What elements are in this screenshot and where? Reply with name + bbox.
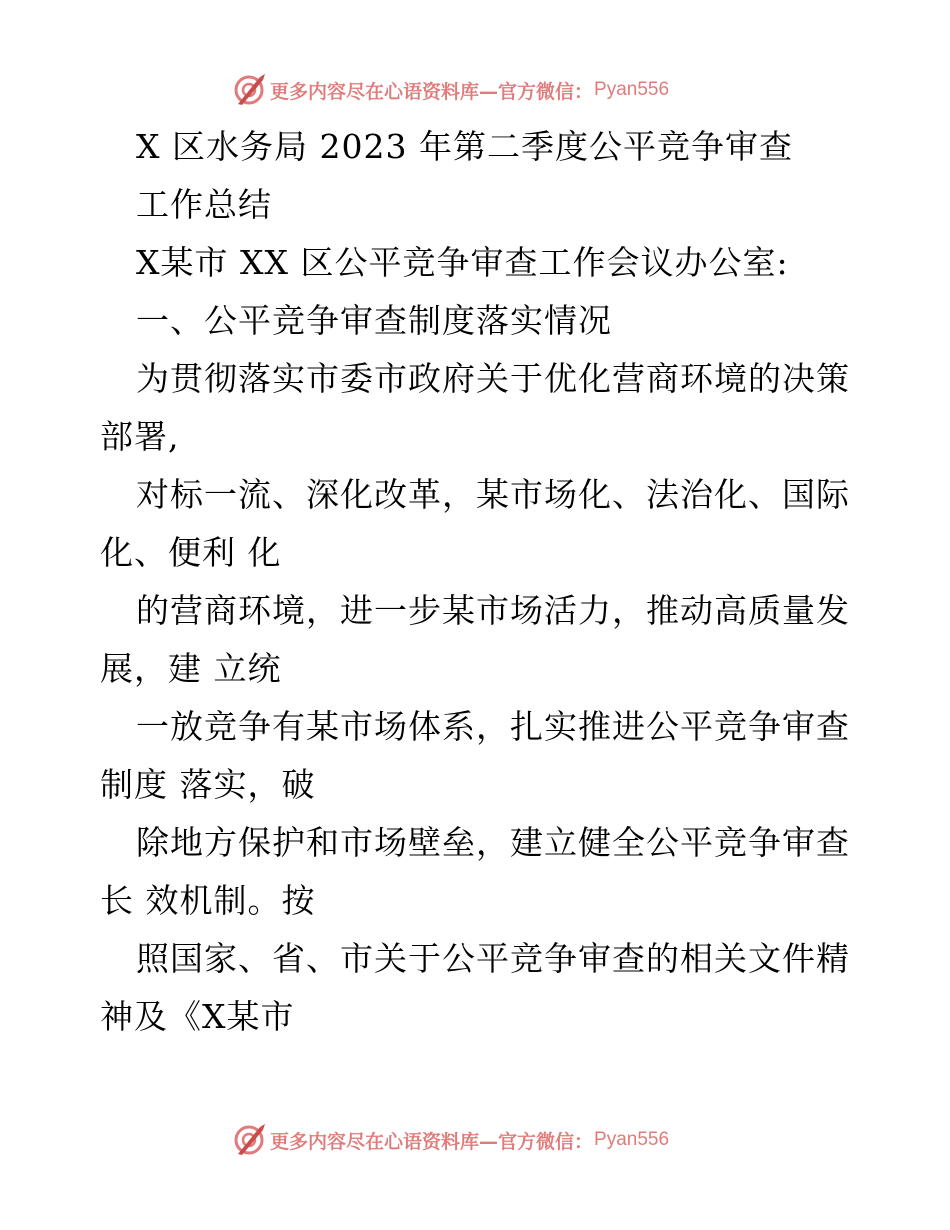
watermark-wechat-id: Pyan556 xyxy=(594,79,670,100)
paragraph-line: 对标一流、深化改革，某市场化、法治化、国际 xyxy=(136,475,850,514)
paragraph-line: 部署, xyxy=(100,417,180,456)
watermark-text: 更多内容尽在心语资料库—官方微信： xyxy=(270,1130,594,1153)
paragraph-line: 长 效机制。按 xyxy=(100,881,316,920)
paragraph-line: 展，建 立统 xyxy=(100,649,282,688)
section-heading-1: 一、公平竞争审查制度落实情况 xyxy=(136,301,612,340)
paragraph-line: 一放竞争有某市场体系，扎实推进公平竞争审查 xyxy=(136,707,850,746)
document-title-line-2: 工作总结 xyxy=(136,185,272,224)
document-title-line-1: X 区水务局 2023 年第二季度公平竞争审查 xyxy=(136,127,793,166)
quill-logo-icon xyxy=(232,1123,266,1157)
watermark-text: 更多内容尽在心语资料库—官方微信： xyxy=(270,80,594,103)
addressee: X某市 XX 区公平竞争审查工作会议办公室: xyxy=(136,243,789,282)
watermark-wechat-id: Pyan556 xyxy=(594,1129,670,1150)
footer-watermark xyxy=(232,1122,669,1158)
paragraph-line: 神及《X某市 xyxy=(100,997,295,1036)
document-body xyxy=(100,118,852,1046)
paragraph xyxy=(100,350,852,1046)
paragraph-line: 照国家、省、市关于公平竞争审查的相关文件精 xyxy=(136,939,850,978)
quill-logo-icon xyxy=(232,73,266,107)
paragraph-line: 除地方保护和市场壁垒，建立健全公平竞争审查 xyxy=(136,823,850,862)
paragraph-line: 的营商环境，进一步某市场活力，推动高质量发 xyxy=(136,591,850,630)
paragraph-line: 制度 落实，破 xyxy=(100,765,316,804)
header-watermark xyxy=(232,72,669,108)
paragraph-line: 化、便利 化 xyxy=(100,533,282,572)
paragraph-line: 为贯彻落实市委市政府关于优化营商环境的决策 xyxy=(136,359,850,398)
